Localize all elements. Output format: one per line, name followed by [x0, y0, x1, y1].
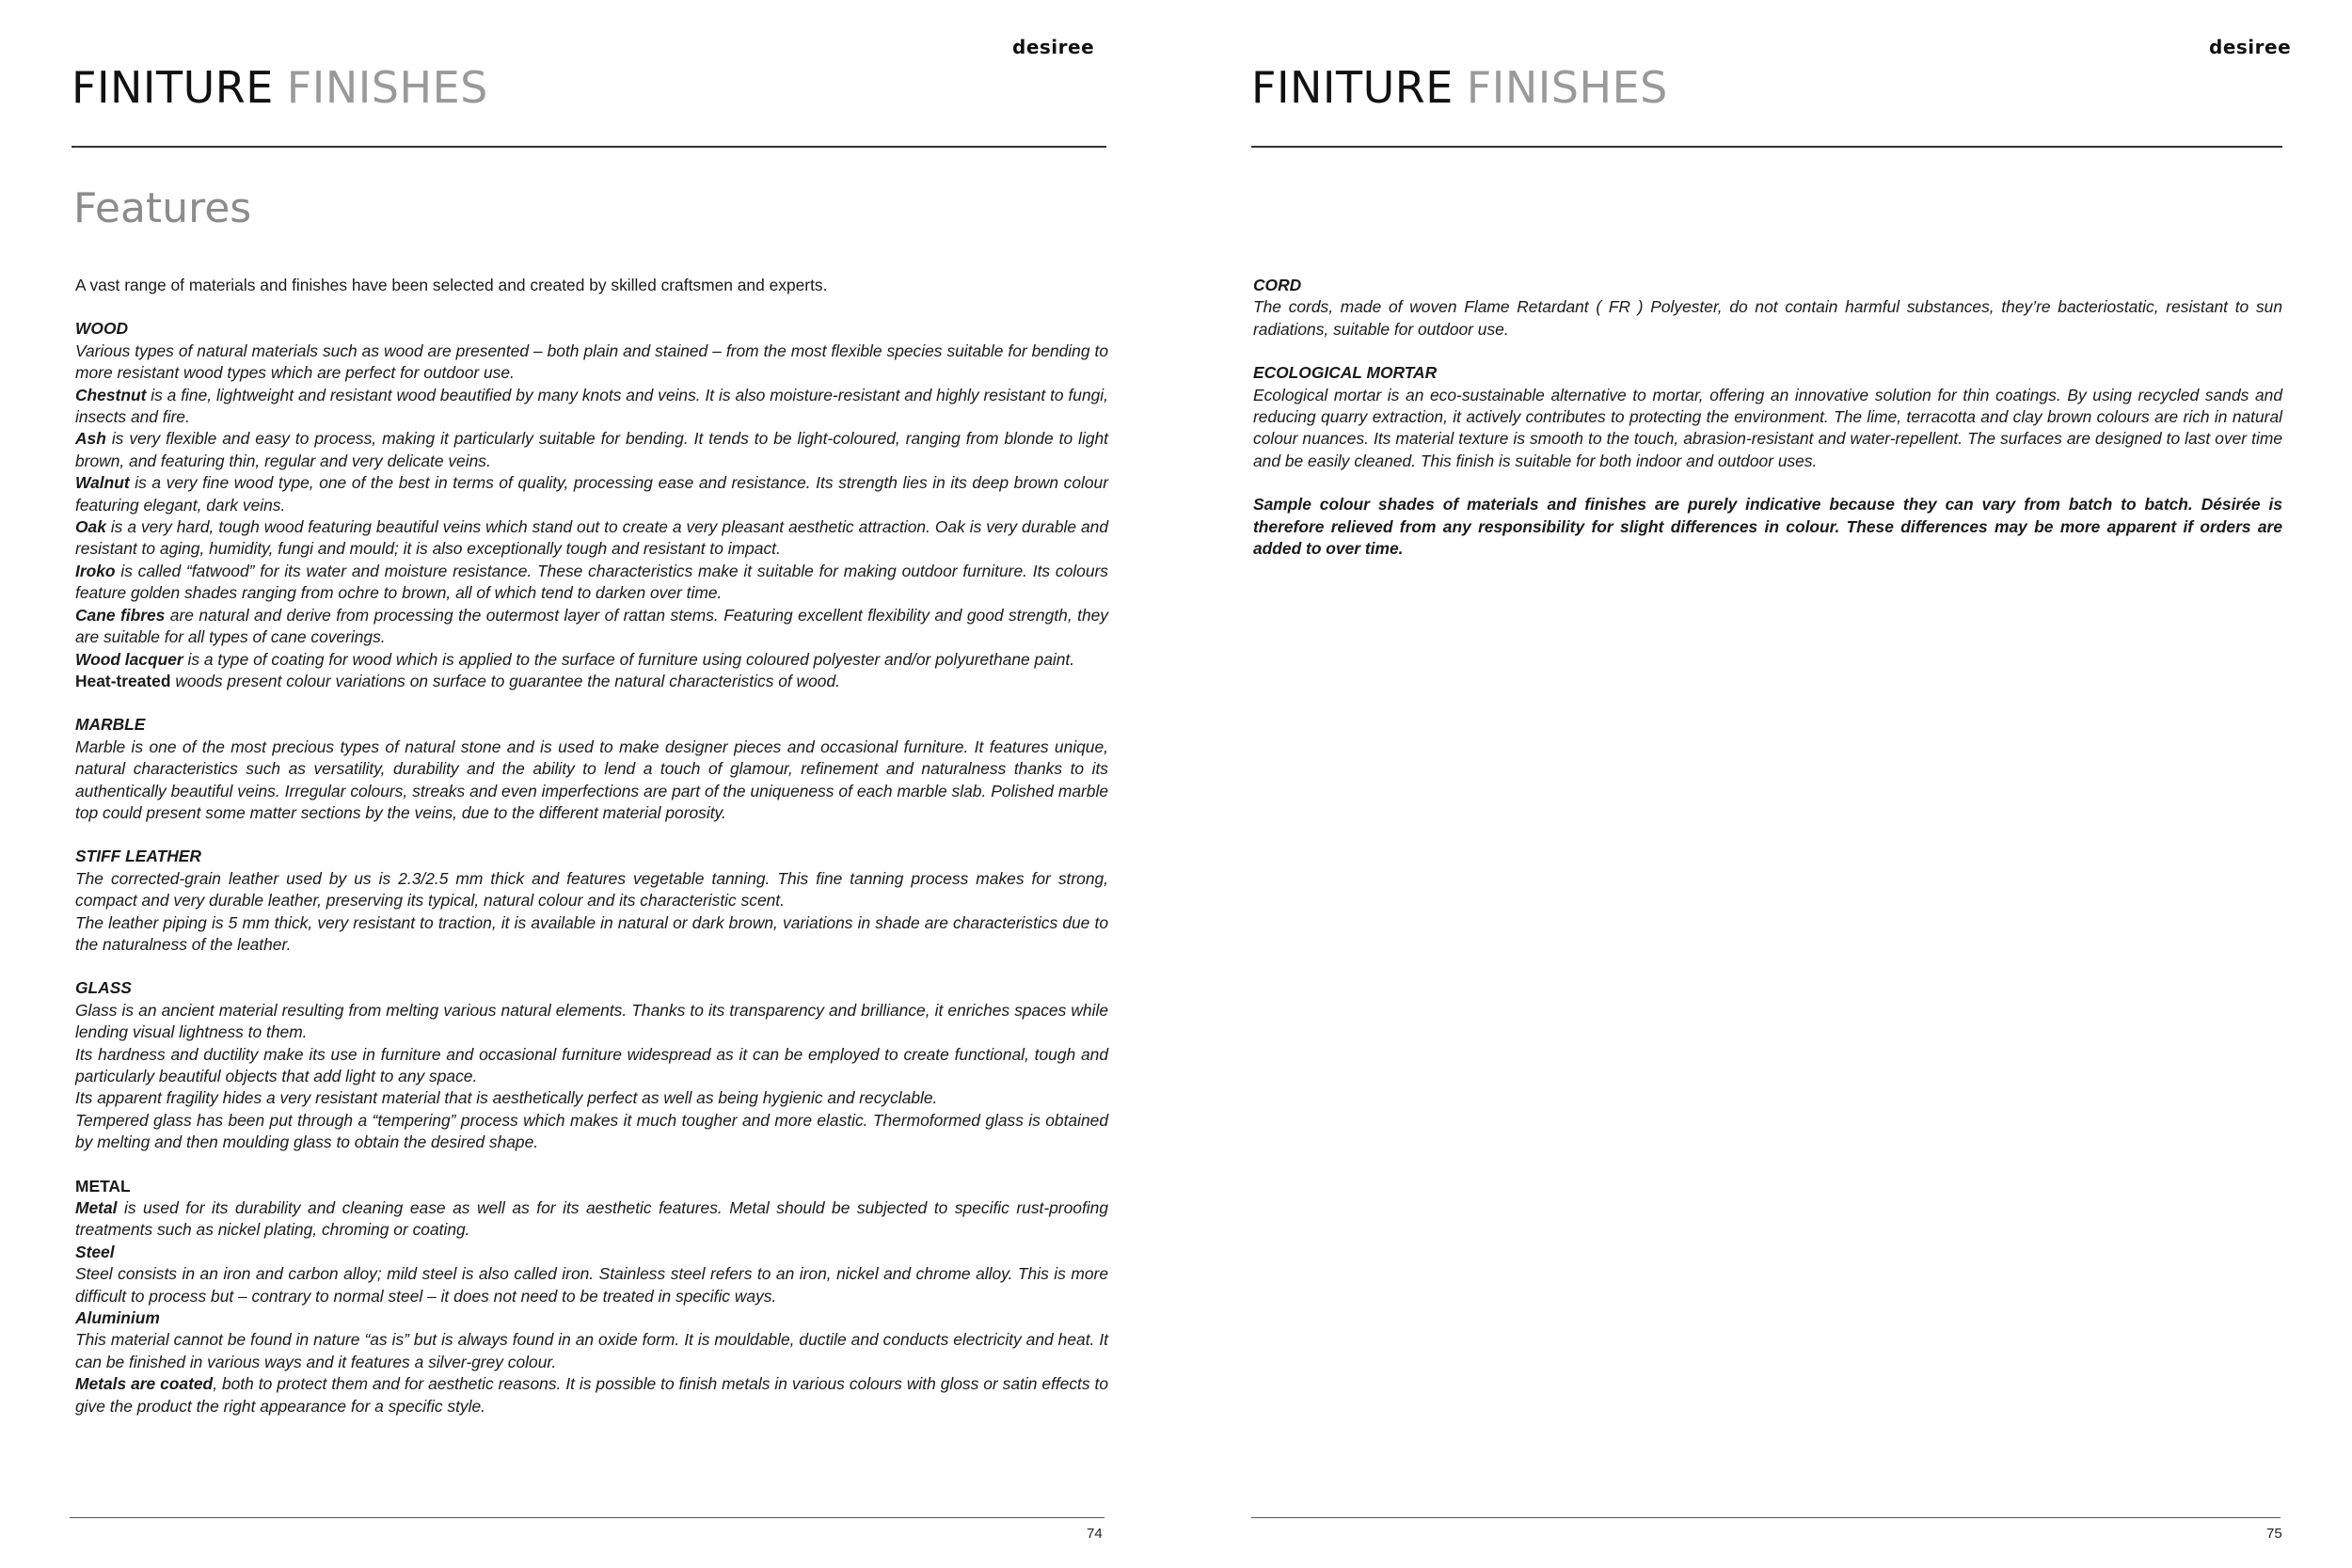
- footer-divider: [1251, 1517, 2280, 1518]
- wood-desc: is a very fine wood type, one of the best in terms of quality, processing ease and resistance. Its strength lies in its deep brown colour featuring elegant, dark veins.: [75, 473, 1108, 515]
- title-sub: FINISHES: [286, 62, 488, 113]
- wood-term: Wood lacquer: [75, 649, 183, 669]
- coated-text: [75, 1373, 1108, 1418]
- wood-term: Chestnut: [75, 385, 147, 404]
- wood-term: Iroko: [75, 561, 116, 580]
- marble-section: [75, 714, 1108, 824]
- steel-heading: Steel: [75, 1242, 115, 1261]
- wood-term: Heat-treated: [75, 671, 171, 690]
- wood-heading: WOOD: [75, 319, 129, 339]
- metal-term: Metal: [75, 1198, 118, 1218]
- wood-item: [75, 561, 1108, 605]
- mortar-section: [1253, 362, 2282, 472]
- marble-heading: MARBLE: [75, 715, 146, 735]
- cord-text: The cords, made of woven Flame Retardant ( FR ) Polyester, do not contain harmful substances, they’re bacteriostatic, resistant to sun radiations, suitable for outdoor use.: [1253, 297, 2282, 339]
- glass-text: Glass is an ancient material resulting from melting various natural elements. Thanks to its transparency and brilliance, it enriches spaces while lending visual lightness to them.: [75, 1000, 1108, 1042]
- page-number: 74: [1087, 1526, 1103, 1542]
- leather-text: The leather piping is 5 mm thick, very resistant to traction, it is available in natural or dark brown, variations in shade are characteristics due to the naturalness of the leather.: [75, 912, 1108, 954]
- wood-intro: Various types of natural materials such as wood are presented – both plain and stained – from the most flexible species suitable for bending to more resistant wood types which are perfect for outdoor use.: [75, 341, 1108, 383]
- metal-section: [75, 1176, 1108, 1418]
- footer-divider: [70, 1517, 1104, 1518]
- wood-term: Cane fibres: [75, 605, 166, 625]
- title-sub: FINISHES: [1466, 62, 1668, 113]
- wood-desc: is a type of coating for wood which is applied to the surface of furniture using coloured polyester and/or polyurethane paint.: [183, 649, 1075, 669]
- wood-term: Walnut: [75, 473, 130, 493]
- brand-logo: desiree: [2209, 36, 2292, 58]
- wood-item: [75, 605, 1108, 649]
- leather-heading: STIFF LEATHER: [75, 847, 201, 866]
- colour-disclaimer: Sample colour shades of materials and finishes are purely indicative because they can vary from batch to batch. Désirée is therefore relieved from any responsibility for slight differences in colour. These differences may be more apparent if orders are added to over time.: [1253, 495, 2282, 559]
- wood-desc: are natural and derive from processing the outermost layer of rattan stems. Featuring excellent flexibility and good strength, they are suitable for all types of cane coverings.: [75, 605, 1108, 647]
- aluminium-heading: Aluminium: [75, 1308, 160, 1328]
- leather-text: The corrected-grain leather used by us is 2.3/2.5 mm thick and features vegetable tanning. This fine tanning process makes for strong, compact and very durable leather, preserving its typical, natural colour and its characteristic scent.: [75, 868, 1108, 911]
- wood-desc: woods present colour variations on surface to guarantee the natural characteristics of wood.: [170, 671, 840, 690]
- right-page: [1176, 0, 2352, 1568]
- wood-item: [75, 428, 1108, 472]
- brand-logo: desiree: [1012, 36, 1095, 58]
- steel-text: Steel consists in an iron and carbon alloy; mild steel is also called iron. Stainless steel refers to an iron, nickel and chrome alloy. This is more difficult to process but – contrary to normal steel – it does not need to be treated in specific ways.: [75, 1264, 1108, 1306]
- wood-term: Oak: [75, 517, 106, 537]
- metal-desc: is used for its durability and cleaning ease as well as for its aesthetic features. Metal should be subjected to specific rust-proofing treatments such as nickel plating, chroming or coating.: [75, 1198, 1108, 1240]
- title-main: FINITURE: [72, 62, 274, 113]
- glass-text: Its hardness and ductility make its use in furniture and occasional furniture widespread as it can be employed to create functional, tough and particularly beautiful objects that add light to any space.: [75, 1044, 1108, 1085]
- marble-text: Marble is one of the most precious types of natural stone and is used to make designer pieces and occasional furniture. It features unique, natural characteristics such as versatility, durability and the ability to lend a touch of glamour, refinement and naturalness thanks to its authentically beautiful veins. Irregular colours, streaks and even imperfections are part of the uniqueness of each marble slab. Polished marble top could present some matter sections by the veins, due to the different material porosity.: [75, 736, 1108, 822]
- cord-section: [1253, 275, 2282, 341]
- page-title: [1251, 62, 1668, 113]
- metal-heading: METAL: [75, 1176, 131, 1196]
- wood-item: [75, 472, 1108, 516]
- header-divider: [1251, 146, 2282, 148]
- intro-paragraph: A vast range of materials and finishes have been selected and created by skilled craftsmen and experts.: [75, 276, 828, 294]
- glass-section: [75, 977, 1108, 1153]
- wood-item: [75, 385, 1108, 429]
- mortar-text: Ecological mortar is an eco-sustainable alternative to mortar, offering an innovative solution for thin coatings. By using recycled sands and reducing quarry extraction, it actively contributes to protecting the environment. The lime, terracotta and clay brown colours are rich in natural colour nuances. Its material texture is smooth to the touch, abrasion-resistant and water-repellent. The surfaces are designed to last over time and be easily cleaned. This finish is suitable for both indoor and outdoor uses.: [1253, 385, 2282, 470]
- aluminium-text: This material cannot be found in nature “as is” but is always found in an oxide form. It is mouldable, ductile and conducts electricity and heat. It can be finished in various ways and it features a silver-grey colour.: [75, 1330, 1108, 1371]
- title-main: FINITURE: [1251, 62, 1454, 113]
- wood-desc: is called “fatwood” for its water and moisture resistance. These characteristics make it suitable for making outdoor furniture. Its colours feature golden shades ranging from ochre to brown, all of which tend to darken over time.: [75, 561, 1108, 603]
- header-divider: [72, 146, 1106, 148]
- wood-desc: is a very hard, tough wood featuring beautiful veins which stand out to create a very pleasant aesthetic attraction. Oak is very durable and resistant to aging, humidity, fungi and mould; it is also exceptionally tough and resistant to impact.: [75, 517, 1108, 559]
- leather-section: [75, 846, 1108, 956]
- wood-desc: is a fine, lightweight and resistant wood beautified by many knots and veins. It is also moisture-resistant and highly resistant to fungi, insects and fire.: [75, 385, 1108, 427]
- features-heading: Features: [73, 184, 252, 232]
- wood-section: [75, 318, 1108, 692]
- left-body: [75, 275, 1108, 1439]
- glass-heading: GLASS: [75, 978, 132, 998]
- wood-desc: is very flexible and easy to process, making it particularly suitable for bending. It tends to be light-coloured, ranging from blonde to light brown, and featuring thin, regular and very delicate veins.: [75, 429, 1108, 470]
- cord-heading: CORD: [1253, 276, 1302, 294]
- page-number: 75: [2266, 1526, 2282, 1542]
- page-title: [72, 62, 488, 113]
- wood-term: Ash: [75, 429, 106, 449]
- wood-item: [75, 516, 1108, 561]
- wood-item: [75, 649, 1108, 671]
- coated-desc: , both to protect them and for aesthetic reasons. It is possible to finish metals in various colours with gloss or satin effects to give the product the right appearance for a specific style.: [75, 1374, 1109, 1416]
- glass-text: Tempered glass has been put through a “tempering” process which makes it much tougher and more elastic. Thermoformed glass is obtained by melting and then moulding glass to obtain the desired shape.: [75, 1110, 1108, 1152]
- right-body: [1253, 275, 2282, 560]
- wood-item: [75, 671, 1108, 692]
- metal-text: [75, 1197, 1108, 1242]
- mortar-heading: ECOLOGICAL MORTAR: [1253, 363, 1438, 383]
- glass-text: Its apparent fragility hides a very resistant material that is aesthetically perfect as well as being hygienic and recyclable.: [75, 1088, 938, 1108]
- coated-term: Metals are coated: [75, 1374, 214, 1394]
